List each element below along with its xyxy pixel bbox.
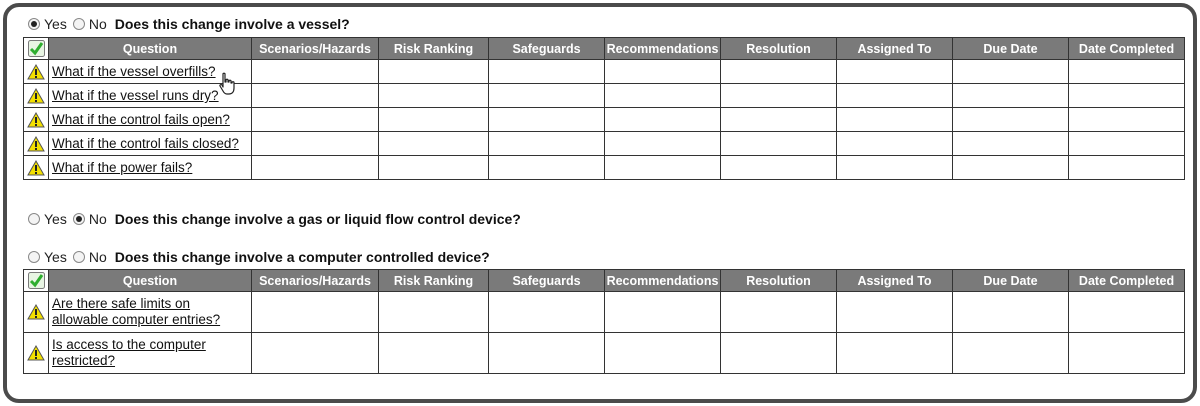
- col-safeguards: Safeguards: [489, 270, 605, 292]
- radio-label-no: No: [88, 16, 107, 32]
- table-row: [24, 292, 1185, 333]
- cell-risk[interactable]: [379, 156, 489, 180]
- table-row: [24, 132, 1185, 156]
- radio-vessel-yes[interactable]: [28, 18, 40, 30]
- warning-triangle-icon: [27, 304, 45, 320]
- question-link[interactable]: What if the vessel runs dry?: [52, 88, 219, 103]
- radio-computer-yes[interactable]: [28, 251, 40, 263]
- table-header: [24, 38, 1185, 60]
- cell-resolution[interactable]: [721, 132, 837, 156]
- cell-scenarios[interactable]: [252, 333, 379, 374]
- cell-resolution[interactable]: [721, 60, 837, 84]
- question-link-line-2[interactable]: allowable computer entries?: [52, 312, 221, 327]
- col-resolution: Resolution: [721, 270, 837, 292]
- cell-risk[interactable]: [379, 84, 489, 108]
- warning-triangle-icon: [27, 160, 45, 176]
- col-assigned-to: Assigned To: [837, 38, 953, 60]
- cell-assigned[interactable]: [837, 60, 953, 84]
- table-row: [24, 84, 1185, 108]
- cell-assigned[interactable]: [837, 108, 953, 132]
- cell-due[interactable]: [953, 60, 1069, 84]
- cell-resolution[interactable]: [721, 156, 837, 180]
- computer-hazard-table: [23, 269, 1185, 374]
- cell-recommendations[interactable]: [605, 292, 721, 333]
- cell-due[interactable]: [953, 132, 1069, 156]
- question-link-line-2[interactable]: restricted?: [52, 353, 116, 368]
- table-row: [24, 108, 1185, 132]
- table-row: [24, 333, 1185, 374]
- col-assigned-to: Assigned To: [837, 270, 953, 292]
- cell-due[interactable]: [953, 84, 1069, 108]
- cell-scenarios[interactable]: [252, 132, 379, 156]
- cell-safeguards[interactable]: [489, 156, 605, 180]
- col-date-completed: Date Completed: [1069, 38, 1185, 60]
- col-recommendations: Recommendations: [605, 270, 721, 292]
- cell-assigned[interactable]: [837, 156, 953, 180]
- cell-risk[interactable]: [379, 108, 489, 132]
- radio-label-yes: Yes: [44, 211, 67, 227]
- cell-completed[interactable]: [1069, 292, 1185, 333]
- question-flow-control: [28, 209, 521, 229]
- select-all-check[interactable]: [24, 38, 49, 60]
- question-vessel: [28, 14, 350, 34]
- cell-completed[interactable]: [1069, 132, 1185, 156]
- cell-assigned[interactable]: [837, 84, 953, 108]
- cell-safeguards[interactable]: [489, 84, 605, 108]
- question-link-line-1[interactable]: Is access to the computer: [52, 337, 206, 352]
- radio-label-yes: Yes: [44, 249, 67, 265]
- cell-safeguards[interactable]: [489, 132, 605, 156]
- question-text: Does this change involve a computer controlled device?: [114, 249, 490, 265]
- cell-resolution[interactable]: [721, 108, 837, 132]
- green-check-icon: [28, 272, 45, 289]
- question-link[interactable]: What if the control fails closed?: [52, 136, 239, 151]
- cell-risk[interactable]: [379, 132, 489, 156]
- warning-triangle-icon: [27, 136, 45, 152]
- col-due-date: Due Date: [953, 270, 1069, 292]
- col-scenarios-hazards: Scenarios/Hazards: [252, 270, 379, 292]
- table-row: [24, 156, 1185, 180]
- cell-recommendations[interactable]: [605, 132, 721, 156]
- cell-recommendations[interactable]: [605, 156, 721, 180]
- cell-assigned[interactable]: [837, 292, 953, 333]
- hand-pointer-cursor-icon: [218, 72, 236, 96]
- cell-due[interactable]: [953, 108, 1069, 132]
- warning-triangle-icon: [27, 64, 45, 80]
- cell-safeguards[interactable]: [489, 108, 605, 132]
- table-header: [24, 270, 1185, 292]
- question-computer-device: [28, 247, 490, 267]
- cell-recommendations[interactable]: [605, 60, 721, 84]
- question-link-line-1[interactable]: Are there safe limits on: [52, 296, 191, 311]
- cell-completed[interactable]: [1069, 333, 1185, 374]
- cell-completed[interactable]: [1069, 108, 1185, 132]
- warning-triangle-icon: [27, 112, 45, 128]
- question-text: Does this change involve a gas or liquid flow control device?: [114, 211, 521, 227]
- radio-computer-no[interactable]: [73, 251, 85, 263]
- cell-due[interactable]: [953, 156, 1069, 180]
- cell-recommendations[interactable]: [605, 108, 721, 132]
- cell-safeguards[interactable]: [489, 333, 605, 374]
- col-resolution: Resolution: [721, 38, 837, 60]
- cell-scenarios[interactable]: [252, 84, 379, 108]
- warning-triangle-icon: [27, 88, 45, 104]
- vessel-hazard-table: [23, 37, 1185, 180]
- col-risk-ranking: Risk Ranking: [379, 270, 489, 292]
- radio-label-yes: Yes: [44, 16, 67, 32]
- warning-triangle-icon: [27, 345, 45, 361]
- question-text: Does this change involve a vessel?: [114, 16, 350, 32]
- question-link[interactable]: What if the vessel overfills?: [52, 64, 216, 79]
- cell-completed[interactable]: [1069, 84, 1185, 108]
- col-question: Question: [49, 38, 252, 60]
- radio-label-no: No: [88, 249, 107, 265]
- cell-resolution[interactable]: [721, 292, 837, 333]
- cell-scenarios[interactable]: [252, 292, 379, 333]
- table-row: [24, 60, 1185, 84]
- col-safeguards: Safeguards: [489, 38, 605, 60]
- cell-scenarios[interactable]: [252, 60, 379, 84]
- radio-flow-no[interactable]: [73, 213, 85, 225]
- select-all-check[interactable]: [24, 270, 49, 292]
- col-recommendations: Recommendations: [605, 38, 721, 60]
- col-due-date: Due Date: [953, 38, 1069, 60]
- col-scenarios-hazards: Scenarios/Hazards: [252, 38, 379, 60]
- col-date-completed: Date Completed: [1069, 270, 1185, 292]
- col-question: Question: [49, 270, 252, 292]
- cell-recommendations[interactable]: [605, 333, 721, 374]
- cell-completed[interactable]: [1069, 156, 1185, 180]
- cell-risk[interactable]: [379, 333, 489, 374]
- radio-label-no: No: [88, 211, 107, 227]
- cell-scenarios[interactable]: [252, 108, 379, 132]
- cell-safeguards[interactable]: [489, 60, 605, 84]
- cell-resolution[interactable]: [721, 333, 837, 374]
- cell-due[interactable]: [953, 333, 1069, 374]
- cell-completed[interactable]: [1069, 60, 1185, 84]
- cell-resolution[interactable]: [721, 84, 837, 108]
- question-link[interactable]: What if the power fails?: [52, 160, 193, 175]
- question-link[interactable]: What if the control fails open?: [52, 112, 230, 127]
- cell-assigned[interactable]: [837, 132, 953, 156]
- cell-risk[interactable]: [379, 60, 489, 84]
- cell-recommendations[interactable]: [605, 84, 721, 108]
- green-check-icon: [28, 40, 45, 57]
- radio-flow-yes[interactable]: [28, 213, 40, 225]
- cell-due[interactable]: [953, 292, 1069, 333]
- col-risk-ranking: Risk Ranking: [379, 38, 489, 60]
- cell-scenarios[interactable]: [252, 156, 379, 180]
- radio-vessel-no[interactable]: [73, 18, 85, 30]
- cell-safeguards[interactable]: [489, 292, 605, 333]
- cell-assigned[interactable]: [837, 333, 953, 374]
- cell-risk[interactable]: [379, 292, 489, 333]
